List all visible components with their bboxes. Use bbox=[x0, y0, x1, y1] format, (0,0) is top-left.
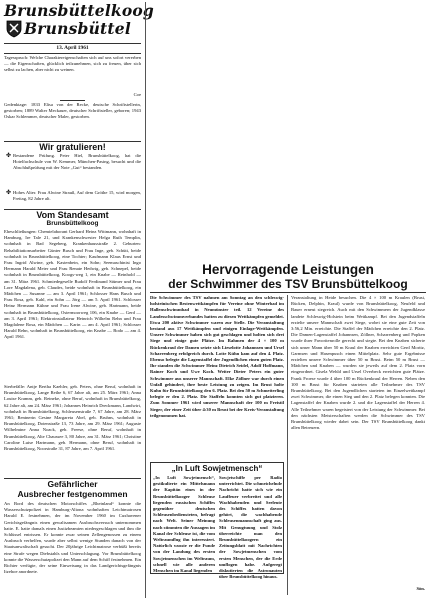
standesamt-subheading: Brunsbüttelkoog bbox=[46, 220, 99, 227]
sowjetmensch-heading: „In Luft Sowjetmensch“ bbox=[171, 464, 263, 473]
masthead-title-line1: Brunsbüttelkoog bbox=[4, 1, 154, 20]
ausbrecher-heading-line2: Ausbrecher festgenommen bbox=[17, 489, 128, 499]
masthead-title-line2: Brunsbüttel bbox=[24, 19, 131, 38]
standesamt-heading: Vom Standesamt bbox=[36, 210, 109, 220]
gedenktage-text: Gedenktage: 1833 Elisa von der Recke, deutsche Schriftstellerin, gestorben; 1889 Walter Meckauer, deutscher Schriftsteller, geboren; 1943 Oskar Schlemmer, deutscher Maler, gestorben. bbox=[4, 102, 141, 120]
sterbefaelle-text: Sterbefälle: Antje Bertha Kaehler, geb. Peters, ohne Beruf, wohnhaft in Brunsbüttelkoog, Lange Reihe 6, 67 Jahre alt, am 25. März 1961; Anna Louise Kramm, geb. Reineke, ohne Beruf, wohnhaft in Brunsbüttelkoog, 62 Jahre alt, am 24. März 1961; Johannes Heinrich Dreckmann, Landwirt, wohnhaft in Brunsbüttelkoog, Schleusenstraße 7, 67 Jahre, am 28. März 1961; Rentnerin Gesine Margareta Abel, geb. Bruhns, wohnhaft in Brunsbüttelkoog, Dotenstraße 13, 73 Jahre, am 29. März 1961; Auguste Wilhelmine Anna Noack, geb. Freese, ohne Beruf, wohnhaft in Brunsbüttelkoog, Alte Chaussee 3, 80 Jahre, am 31. März 1961; Christine Caroline Luise Hartmann, geb. Hermann, ohne Beruf, wohnhaft in Brunsbüttelkoog, Noorstraße 31, 87 Jahre, am 7. April 1961. bbox=[4, 384, 141, 452]
masthead bbox=[4, 1, 154, 42]
standesamt-text: Eheschließungen: Chemielaborant Gerhard Heinz Wittmann, wohnhaft in Hamburg, Ire Tale 21, und Krankenschwester Helga Ruth Templin, wohnhaft in Bad Segeberg, Krankenhausstraße 2. Geburten: Rehabilitationsarbeiter Günter Busch und Frau Inge, geb. Schütt, beide wohnhaft in Brunsbüttelkoog, eine Tochter; Kaufmann Klaus Ernst und Frau Ingrid Alwine, geb. Kastenbein, ein Sohn; Seemaschinist Ingo Hermann Harald Meier und Frau Renate Hedwig, geb. Schnepel, beide wohnhaft in Brunsbüttelkoog, Koogs-weg 1, ein Knabe — Reinhold — am 31. März 1961. Schmiedegeselle Rudolf Ferdinand Stümer und Frau Lore Magdalena, geb. Claudes, beide wohnhaft in Brunsbüttelkoog, ein Mädchen — Susanne — am 3. April 1961; Schlosser Hans Busch und Frau Rosa, geb. Kahl, ein Sohn — Jörg — am 5. April 1961. Schlosser Heinz Hermann Kühne und Frau Irene Alwine, geb. Hartmann, beide wohnhaft in Brunsbüttelkoog, Ostermoorweg 106, ein Knabe — Gerd — am 3. April 1961; Elektroinstallateur Heinrich Wilhelm Rehn und Frau Magdalene Rosa, ein Mädchen — Karin — am 4. April 1961; Schlosser Harald Rehn, wohnhaft in Brunsbüttelkoog, ein Knabe — Bodo — am 4. April 1961. bbox=[4, 229, 141, 340]
gratulieren-item-pruefung: Bestandene Prüfung. Peter Hiel, Brunsbüttelkoog, hat die Hotelfachschule von W. Kemmer, München-Pasing, besucht und die Abschlußprüfung mit der Note „Gut“ bestanden. bbox=[13, 153, 141, 171]
gratulieren-item-alter: Hohes Alter. Frau Alwine Strauß, Auf dem Gröthe 15, wird morgen, Freitag, 82 Jahre alt. bbox=[13, 190, 141, 202]
tagesspruch-author: Coe bbox=[133, 92, 141, 97]
clover-icon: ✤ bbox=[6, 190, 12, 196]
ausbrecher-text: An Bord des deutschen Motorschiffes „Rheinland“ konnte die Wasserschutzpolizei in Hamburg-Altona wohnhaften Leichtmatrosen Harald E. festnehmen, der im November 1960 im Cuxhavener Gerichtsgefängnis einen gewaltsamen Ausbruchsversuch unternommen hatte. E. hatte damals einen Justizbeamten niedergeschlagen und ihm die Schlüssel entrissen. Er konnte zwar seinen Zellengenossen zu einem Ausbruch verhelfen, wurde aber selbst wenige Stunden danach von der Staatsanwaltschaft gesucht. Der 20jährige Leichtmatrose verbüßt bereits eine Strafe wegen Diebstahls und Unterschlagung. Vor Brunsbüttelkoog konnte die Wasserschutzpolizei den Mann auf dem Schiff festnehmen. Ein Richter verfügte, der seine Einweisung in das Landgerichtsgefängnis Itzehoe anordnete. bbox=[4, 501, 141, 575]
gratulieren-heading: Wir gratulieren! bbox=[39, 142, 106, 152]
swim-signature: Sön. bbox=[416, 586, 425, 591]
clover-icon: ✤ bbox=[6, 153, 12, 159]
swim-column-2: Veranstaltung in Heide besuchen. Die 4 × 100 m Kraulen (Brust, Rücken, Delphin, Kraul) wurde von Brunsbüttelkoog, Neufeld und Bauer erneut siegreich. Auch mit den Schwimmern der Jugendklasse landete Schleswig-Holstein beim Wettkampf. Bei den Jugendstaffeln erzielte unsere Mannschaft zwei Siege, wobei sie eine gute Zeit von 3:56,2 Min. erreichte. Die Staffel der Mädchen erreichte den 2. Platz. Die Damen-Lagenstaffel Johannsen, Zöllner, Scharrenberg und Popken wurde ihrer Favoritenrolle gerecht und siegte. Bei den Knaben sicherte sich unser Mann über 50 m Kraul der Knaben erreichten Gerd Moritz, Garmsen und Hasenpusch einen Mittelplatz. Sehr gute Ergebnisse erzielten unsere Schwimmer über 50 m Brust. Beim 50 m Brust — Mädchen und Knaben — wurden sie jeweils auf dem 2. Platz vorn eingeordnet. Gisela Wehld und Ursel Overbeck erreichten gute Plätze. Frank Froese wurde 4 über 100 m Rückenkraul der Herren. Neben den 100 m Brust für Knaben starteten alle Teilnehmer des TSV Brunsbüttelkoog. Bei den Jugendlichen starteten im Einzelwettkampf zwei Schwimmer, die einen Sieg und den 2. Platz belegen konnten. Die Lagenstaffel der Knaben wurde 2. und die Lagenstaffel der Herren 4. Alle Teilnehmer waren begeistert von der Leistung der Schwimmer. Bei den nächsten Meisterschaften werden die Schwimmer des TSV Brunsbüttelkoog wieder dabei sein. Der TSV Brunsbüttelkoog dankt allen Betreuern. bbox=[291, 295, 425, 431]
swim-column-1: Die Schwimmer des TSV nahmen am Sonntag an den schleswig-holsteinischen Bestenwettkämpfen für Vereine ohne Winterbad im Hallenschwimmbad in Neumünster teil. 12 Vereine des Landesschwimmverbandes hatten zu diesen Wettkämpfen gemeldet. Etwa 200 aktive Schwimmer waren zur Stelle. Die Veranstaltung bestand aus 17 Wettkämpfen und einigen Einlage-Wettkämpfen. Unsere Schwimmer haben sich gut geschlagen und holten sich drei Siege und einige gute Plätze. Im Rahmen der 4 × 100 m Rückenkraul der Damen setzte sich Lieselotte Johannsen und Ursel Scharrenberg erfolgreich durch. Lotte Kühn kam auf den 4. Platz. Ebenso belegte die Lagenstaffel der Jugendlichen einen guten Platz. Ihr standen die Schwimmer Heinz Dietrich Seidel, Adolf Hoffmann, Rainer Koch und Uwe Koch. Weiter Dieter Peters ein guter Schwimmer aus unserer Mannschaft. Elke Zöllner war durch einen Unfall gehindert, ihre beste Leistung zu zeigen. Im Brust holte Kuhn für Brunsbüttelkoog den 6. Platz. Bei den 50 m Schmetterling belegte er den 2. Platz. Die Staffeln konnten sich gut platzieren. Zum Sommer 1961 wird unserer Mannschaft der 100 m Freistil Sieger, der einer Zeit über 4:30 m Brust bei der Kreis-Veranstaltung teilgenommen hat. bbox=[150, 295, 284, 418]
issue-date: 13. April 1961 bbox=[56, 45, 89, 51]
ausbrecher-heading-line1: Gefährlicher bbox=[47, 479, 98, 489]
swim-headline-line2: der Schwimmer des TSV Brunsbüttelkoog bbox=[168, 277, 408, 291]
coat-of-arms-icon bbox=[6, 20, 22, 38]
swim-headline-line1: Hervorragende Leistungen bbox=[202, 262, 374, 277]
sowjetmensch-text-left: „In Luft Sowjetmensch“, gestikulierte ein Mittelsmann der Kapitän eines in der Brunsbüttelkooger Schleuse liegenden russischen Schiffes gegenüber deutschen Schleusenbediensteten, befragt nach Welt. Seiner Meinung nach stimmten die Aussagen im Kanal der Schleuse ist, die vom Weltraumflug ihn interessiert. Natürlich wusste er die Funde von der Landung des ersten Sowjetmenschen im Weltraum, schnell wie alle anderen Menschen im Kanal liegenden bbox=[153, 475, 215, 574]
sowjetmensch-text-right: Sowjetschiffe per Radio unterrichtet. Die schmeichelnde Nachricht hatte sich wie ein Lauffeuer verbreitet und alle Wachhabenden und Seeleute des Schiffes hatten davon gehört, die wachhabende Schleusenmannschaft ging aus. Mit Genugtuung und Stolz überreichte man den Brunsbüttelkoogern ein Zeitungsblatt mit Nachrichten der Sowjetmenschen vom ersten Menschen, der die Erde umflogen habe. Aufgeregt diskutierten die Astronauten über Brunsbüttelkoog hinaus. bbox=[219, 475, 282, 580]
tagesspruch-text: Tagesspruch: Welche Charaktereigenschaften sich auf uns sofort vererben — die Eigenschaften, glücklich teilzunehmen, sich zu freuen, über sich selbst zu lachen, aber nicht zu weinen. bbox=[4, 55, 141, 73]
